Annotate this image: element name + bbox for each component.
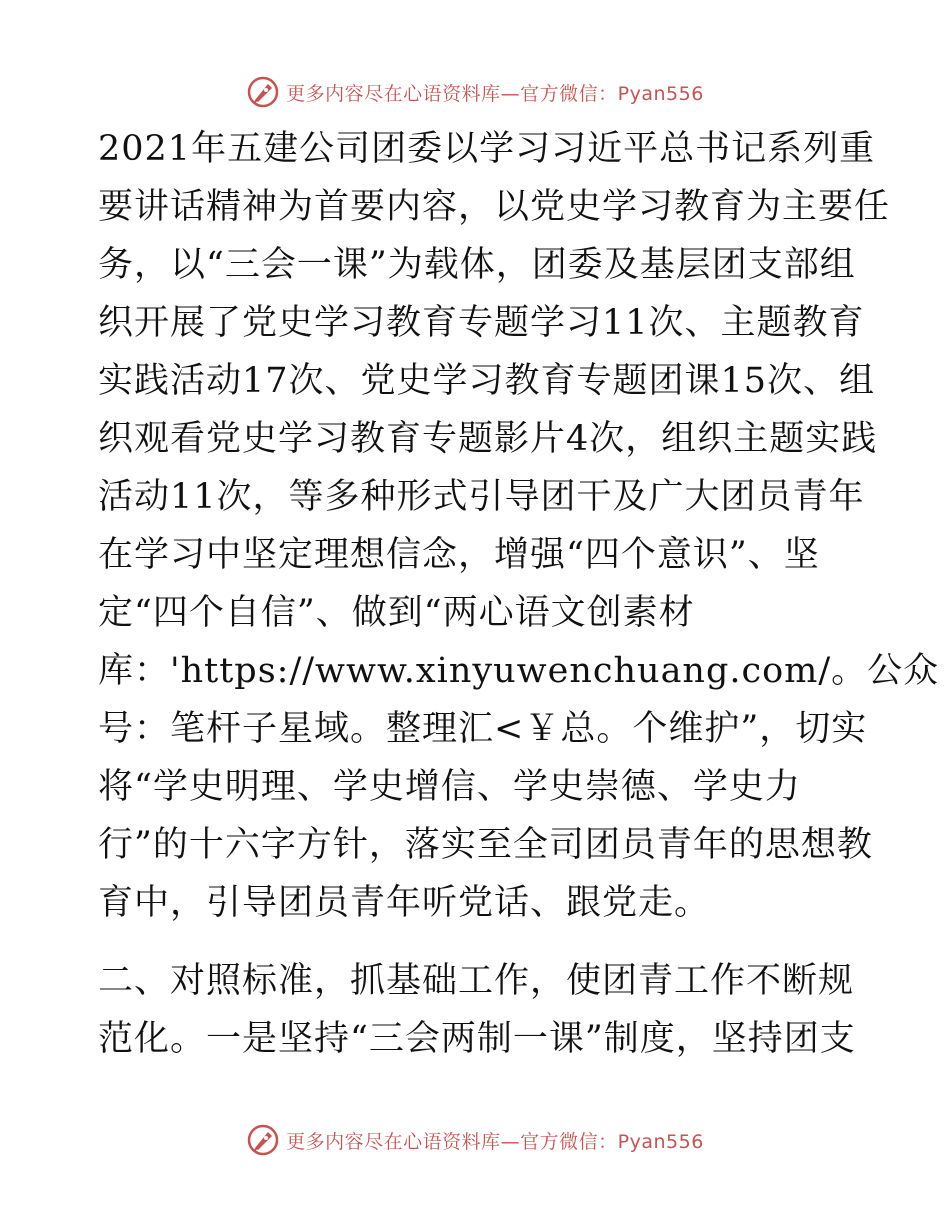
text-line: 育中，引导团员青年听党话、跟党走。 <box>98 883 711 923</box>
header-banner-text: 更多内容尽在心语资料库—官方微信：Pyan556 <box>286 82 704 105</box>
text-line-url: 库：'https://www.xinyuwenchuang.com/。公众 <box>98 651 940 691</box>
text-line: 定“四个自信”、做到“两心语文创素材 <box>98 593 695 633</box>
text-line: 要讲话精神为首要内容，以党史学习教育为主要任 <box>98 187 891 227</box>
footer-banner-text: 更多内容尽在心语资料库—官方微信：Pyan556 <box>286 1130 704 1153</box>
paragraph-gap <box>98 932 858 952</box>
pen-nib-icon <box>246 1123 280 1157</box>
header-banner <box>0 72 950 112</box>
text-line: 将“学史明理、学史增信、学史崇德、学史力 <box>98 767 801 807</box>
document-body <box>98 120 940 1068</box>
text-line: 行”的十六字方针，落实至全司团员青年的思想教 <box>98 825 873 865</box>
text-line: 实践活动17次、党史学习教育专题团课15次、组 <box>98 361 876 401</box>
text-line: 号：笔杆子星域。整理汇<￥总。个维护”，切实 <box>98 709 868 749</box>
text-line: 织观看党史学习教育专题影片4次，组织主题实践 <box>98 419 878 459</box>
text-line: 活动11次，等多种形式引导团干及广大团员青年 <box>98 477 865 517</box>
text-line: 在学习中坚定理想信念，增强“四个意识”、坚 <box>98 535 820 575</box>
section-heading-line: 二、对照标准，抓基础工作，使团青工作不断规 <box>98 961 855 1001</box>
footer-banner <box>0 1120 950 1160</box>
text-line: 务，以“三会一课”为载体，团委及基层团支部组 <box>98 245 856 285</box>
text-line: 2021年五建公司团委以学习习近平总书记系列重 <box>98 129 876 169</box>
pen-nib-icon <box>246 75 280 109</box>
text-line: 织开展了党史学习教育专题学习11次、主题教育 <box>98 303 865 343</box>
text-line: 范化。一是坚持“三会两制一课”制度，坚持团支 <box>98 1019 856 1059</box>
